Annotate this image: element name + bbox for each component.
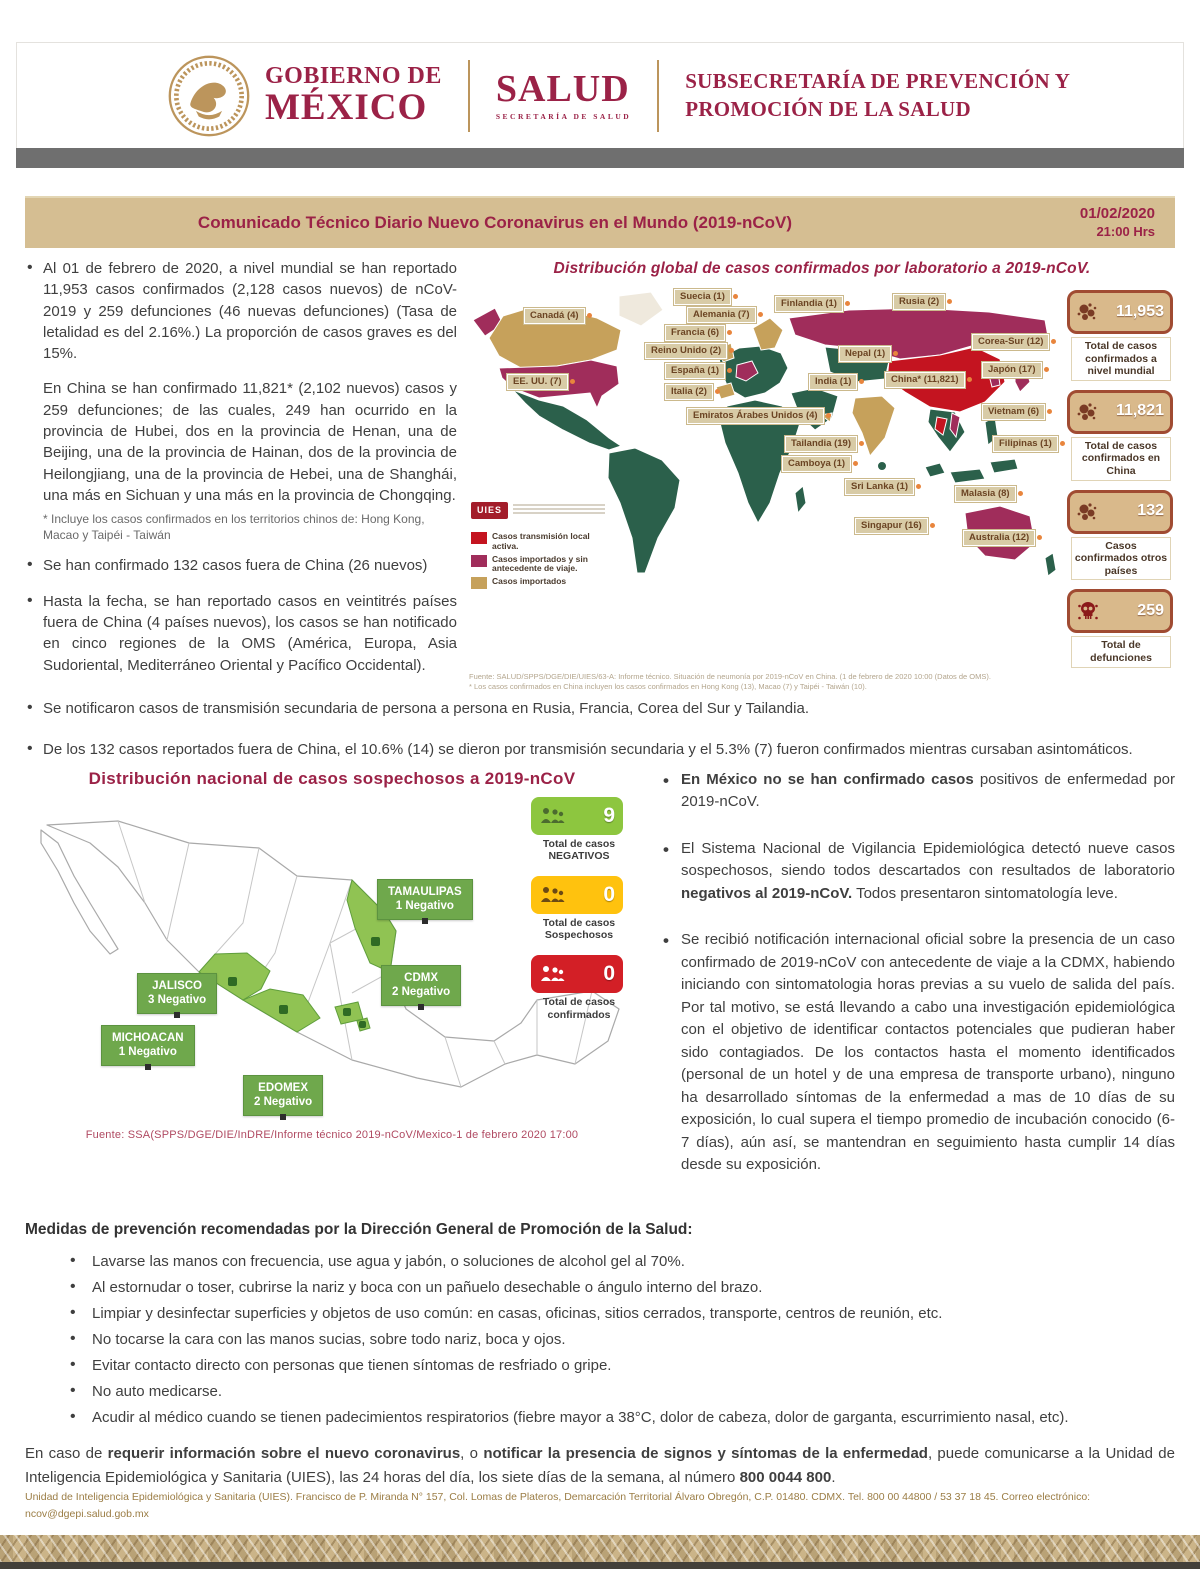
- legend-item-local: [471, 532, 602, 552]
- state-name: JALISCO: [152, 979, 202, 992]
- subsec-line1: SUBSECRETARÍA DE PREVENCIÓN Y: [685, 69, 1071, 94]
- state-label-michoacan: [101, 1025, 195, 1067]
- map-label-china: China* (11,821): [885, 372, 965, 388]
- caption-line1: Total de casos: [542, 995, 616, 1008]
- prevention-list: [70, 1253, 1175, 1426]
- bullet-mexico-no-cases: [661, 769, 1175, 814]
- stat-global-caption: Total de casos confirmados a nivel mundial: [1071, 337, 1171, 381]
- world-source-line1: Fuente: SALUD/SPPS/DGE/DIE/UIES/63-A: Informe técnico. Situación de neumonía por 2019-nCoV en China. (1 de febrero de 2020 10:00 (Datos de OMS).: [469, 671, 991, 681]
- state-name: TAMAULIPAS: [388, 885, 462, 898]
- contact-bold-notify: notificar la presencia de signos y síntomas de la enfermedad: [483, 1444, 928, 1462]
- state-name: EDOMEX: [258, 1081, 308, 1094]
- stat-negativos-caption: [531, 838, 627, 863]
- salud-wordmark: [496, 70, 631, 121]
- legend-label-imported-no-travel: Casos importados y sin antecedente de viaje.: [492, 553, 588, 574]
- map-label-rusia: Rusia (2): [893, 294, 945, 310]
- contact-paragraph: [25, 1442, 1175, 1490]
- bullet-bold-run: En México no se han confirmado casos: [681, 770, 974, 788]
- stat-sospechosos-caption: [531, 917, 627, 942]
- uies-logo-lines: [513, 504, 605, 516]
- map-legend: [471, 532, 602, 592]
- caption-line1: Total de casos: [542, 916, 616, 929]
- map-label-emiratos: Emiratos Árabes Unidos (4): [687, 408, 824, 424]
- mexico-map-panel: [25, 769, 639, 1201]
- map-label-alemania: Alemania (7): [687, 307, 756, 323]
- people-group-icon: [539, 807, 565, 825]
- stat-other-caption: Casos confirmados otros países: [1071, 537, 1171, 581]
- bullet-secondary-transmission: • Se notificaron casos de transmisión secundaria de persona a persona en Rusia, Francia, Corea del Sur y Tailandia.: [25, 698, 1175, 719]
- prevention-item-handwash: • Lavarse las manos con frecuencia, use agua y jabón, o soluciones de alcohol gel al 70%.: [70, 1253, 1175, 1270]
- mexico-text-column: [639, 769, 1175, 1201]
- stat-confirmados-value: 0: [603, 961, 615, 985]
- caption-line2: Sospechosos: [544, 929, 614, 942]
- footnote-china-territories: * Incluye los casos confirmados en los territorios chinos de: Hong Kong, Macao y Taipéi - Taiwán: [43, 512, 425, 542]
- map-label-malasia: Malasia (8): [955, 486, 1016, 502]
- state-result: 2 Negativo: [392, 986, 451, 999]
- contact-text-run: , o: [460, 1444, 484, 1462]
- salud-subtitle: SECRETARÍA DE SALUD: [495, 112, 632, 121]
- map-label-francia: Francia (6): [665, 325, 725, 341]
- map-label-tailandia: Tailandia (19): [785, 436, 857, 452]
- state-name: MICHOACAN: [112, 1031, 184, 1044]
- bullet-cases-outside-china: • Se han confirmado 132 casos fuera de China (26 nuevos): [25, 555, 1175, 576]
- footer-address: Unidad de Inteligencia Epidemiológica y Sanitaria (UIES). Francisco de P. Miranda N° 157, Col. Lomas de Plateros, Demarcación Territorial Álvaro Obregón, C.P. 01480. CDMX. Tel. 800 00 44800 / 53 37 18 45. Correo electrónico: ncov@dgepi.salud.gob.mx: [25, 1491, 1091, 1521]
- legend-label-local: Casos transmisión local activa.: [492, 531, 590, 551]
- stat-negativos-badge: [531, 797, 623, 835]
- stat-china-cases: [1067, 390, 1175, 481]
- stat-deaths-caption: Total de defunciones: [1071, 636, 1171, 667]
- map-label-corea-sur: Corea-Sur (12): [972, 334, 1049, 350]
- people-group-icon: [539, 886, 565, 904]
- legend-item-imported: [471, 577, 602, 589]
- bullet-countries-reported: • Hasta la fecha, se han reportado casos en veintitrés países fuera de China (4 países nuevos), los casos se han notificado en cinco regiones de la OMS (América, Europa, Asia Sudoriental, Mediterráneo Oriental y Pacífico Occidental).: [25, 591, 1175, 676]
- state-result: 2 Negativo: [254, 1096, 313, 1109]
- stat-negativos: [531, 797, 627, 863]
- contact-text-run: , puede comunicarse a la Unidad de Inteligencia Epidemiológica y Sanitaria (UIES), las 24 horas del día, los siete días de la semana, al número: [25, 1444, 1175, 1486]
- state-label-tamaulipas: [377, 879, 473, 921]
- bullet-international-notification: • Se recibió notificación internacional oficial sobre la presencia de un caso confirmado de 2019-nCoV con antecedente de viaje a la CDMX, habiendo iniciando con sintomatologia horas previas a su vuelo de salida del país. Por tal motivo, se está llevando a cabo una investigación epidemiológica con el objetivo de identificar contactos potenciales que pudieran haber sido contagiados. De los contactos hasta el momento identificados (personal de un hotel y de una empresa de transporte urbano), ninguno ha desarrollado síntomas de la enfermedad a mas de 10 días de su exposición, lo cual supera el tiempo promedio de incubación conocido (6-7 días), aún así, se mantendran en seguimiento hasta cumplir 14 días desde su exposición.: [661, 929, 1175, 1177]
- map-label-suecia: Suecia (1): [674, 289, 731, 305]
- map-label-vietnam: Vietnam (6): [982, 404, 1045, 420]
- stat-china-caption: Total de casos confirmados en China: [1071, 437, 1171, 481]
- legend-label-imported: Casos importados: [492, 576, 567, 587]
- stat-sospechosos: [531, 876, 627, 942]
- stat-confirmados-badge: [531, 955, 623, 993]
- legend-swatch-tan: [471, 577, 487, 589]
- gov-line2: MÉXICO: [265, 86, 428, 128]
- state-label-jalisco: [137, 973, 217, 1015]
- map-label-canada: Canadá (4): [524, 308, 585, 324]
- stat-deaths-value: 259: [1137, 601, 1164, 619]
- mexico-map-source: Fuente: SSA(SPPS/DGE/DIE/InDRE/Informe técnico 2019-nCoV/Mexico-1 de febrero 2020 17:00: [85, 1128, 579, 1141]
- stat-sospechosos-badge: [531, 876, 623, 914]
- state-result: 1 Negativo: [395, 900, 454, 913]
- mexico-eagle-seal-icon: [167, 54, 251, 138]
- mexico-section: [25, 769, 1175, 1201]
- world-map-title: Distribución global de casos confirmados por laboratorio a 2019-nCoV.: [553, 260, 1091, 277]
- subsecretaria-title: [685, 68, 1070, 123]
- header: [16, 42, 1184, 148]
- map-label-australia: Australia (12): [963, 530, 1035, 546]
- world-section: [25, 258, 1175, 761]
- contact-bold-info: requerir información sobre el nuevo coronavirus: [107, 1444, 461, 1462]
- gray-separator-bar: [16, 148, 1184, 168]
- bullet-text-run: El Sistema Nacional de Vigilancia Epidemiológica detectó nueve casos sospechosos, siendo todos descartados con resultados de laboratorio: [681, 839, 1175, 880]
- legend-item-imported-no-travel: [471, 555, 602, 575]
- map-label-india: India (1): [809, 374, 857, 390]
- bullet-text-run: Todos presentaron sintomatología leve.: [852, 884, 1118, 902]
- gov-line1: GOBIERNO DE: [265, 63, 442, 90]
- stat-china-value: 11,821: [1115, 402, 1164, 420]
- bullet-outside-china-breakdown: • De los 132 casos reportados fuera de China, el 10.6% (14) se dieron por transmisión secundaria y el 5.3% (7) fueron confirmados mientras cursaban asintomáticos.: [25, 739, 1175, 760]
- paragraph-china-cases: En China se han confirmado 11,821* (2,102 nuevos) casos y 259 defunciones; de las cuales, 249 han ocurrido en la provincia de Hubei, dos en la provincia de Henan, una de Beijing, una de la provincia de Hainan, dos de la provincia de Heilongjiang, una de la provincia de Hebei, una de Shanghái, una más en Sichuan y una más en la provincia de Chongqing.: [43, 380, 457, 504]
- stat-negativos-value: 9: [603, 803, 615, 827]
- prevention-item-avoid-contact: • Evitar contacto directo con personas que tienen síntomas de resfriado o gripe.: [70, 1357, 1175, 1374]
- map-label-singapur: Singapur (16): [855, 518, 928, 534]
- contact-phone-number: 800 0044 800: [739, 1468, 832, 1486]
- prevention-item-see-doctor: • Acudir al médico cuando se tienen padecimientos respiratorios (fiebre mayor a 38°C, dolor de cabeza, dolor de garganta, escurrimiento nasal, etc).: [70, 1409, 1175, 1426]
- salud-title: SALUD: [495, 68, 630, 110]
- prevention-heading: Medidas de prevención recomendadas por la Dirección General de Promoción de la Salud:: [25, 1220, 693, 1238]
- stat-confirmados: [531, 955, 627, 1021]
- stat-china-badge: [1067, 390, 1173, 434]
- map-label-camboya: Camboya (1): [782, 456, 851, 472]
- state-result: 3 Negativo: [148, 994, 207, 1007]
- prevention-section: [25, 1221, 1175, 1426]
- legend-swatch-red: [471, 532, 487, 544]
- virus-cluster-icon: [1076, 501, 1098, 523]
- map-label-eeuu: EE. UU. (7): [507, 374, 568, 390]
- uies-logo-text: UIES: [471, 502, 508, 519]
- bullet-bold-run: negativos al 2019-nCoV.: [681, 884, 853, 902]
- people-group-icon: [539, 965, 565, 983]
- contact-text-run: .: [831, 1468, 836, 1486]
- contact-text-run: En caso de: [25, 1444, 108, 1462]
- subsec-line2: PROMOCIÓN DE LA SALUD: [685, 96, 971, 121]
- world-source-line2: * Los casos confirmados en China incluyen los casos confirmados en Hong Kong (13), Macao (7) y Taipéi - Taiwán (10).: [469, 681, 867, 691]
- header-divider: [468, 60, 470, 132]
- map-label-finlandia: Finlandia (1): [775, 296, 843, 312]
- caption-line2: confirmados: [547, 1008, 611, 1021]
- legend-swatch-magenta: [471, 555, 487, 567]
- map-label-nepal: Nepal (1): [839, 346, 891, 362]
- stat-global-value: 11,953: [1115, 302, 1164, 320]
- prevention-item-no-face-touch: • No tocarse la cara con las manos sucias, sobre todo nariz, boca y ojos.: [70, 1331, 1175, 1348]
- bottom-edge-line: [0, 1562, 1200, 1569]
- report-time: 21:00 Hrs: [1096, 224, 1155, 239]
- report-date: 01/02/2020: [1079, 205, 1155, 222]
- decorative-pattern-band: [0, 1535, 1200, 1562]
- bullet-text-run: positivos de enfermedad por 2019-nCoV.: [681, 770, 1176, 811]
- map-label-sri-lanka: Sri Lanka (1): [845, 479, 914, 495]
- map-label-espana: España (1): [665, 363, 725, 379]
- virus-cluster-icon: [1076, 401, 1098, 423]
- stat-confirmados-caption: [531, 996, 627, 1021]
- date-block: [1080, 205, 1155, 239]
- bullet-global-cases: • Al 01 de febrero de 2020, a nivel mundial se han reportado 11,953 casos confirmados (2,128 casos nuevos) de nCoV-2019 y 259 defunciones (46 nuevas defunciones) (Tasa de letalidad es del 2.16%.) La proporción de casos graves es del 15%.: [25, 258, 1175, 364]
- map-label-italia: Italia (2): [665, 384, 713, 400]
- gobierno-de-mexico-wordmark: [265, 64, 442, 126]
- title-bar: [25, 196, 1175, 248]
- caption-line1: Total de casos: [542, 837, 616, 850]
- mexico-stats-column: [531, 797, 627, 1035]
- stat-other-badge: [1067, 490, 1173, 534]
- mexico-map-area: [25, 793, 639, 1125]
- state-name: CDMX: [404, 971, 439, 984]
- stat-sospechosos-value: 0: [603, 882, 615, 906]
- state-result: 1 Negativo: [118, 1046, 177, 1059]
- stat-other-value: 132: [1137, 502, 1164, 520]
- map-label-reino-unido: Reino Unido (2): [645, 343, 727, 359]
- prevention-item-sneeze: • Al estornudar o toser, cubrirse la nariz y boca con un pañuelo desechable o ángulo interno del brazo.: [70, 1279, 1175, 1296]
- prevention-item-no-self-medication: • No auto medicarse.: [70, 1383, 1175, 1400]
- uies-logo: [471, 502, 605, 519]
- state-label-cdmx: [381, 965, 461, 1007]
- caption-line2: NEGATIVOS: [548, 850, 610, 863]
- mexico-map-title: Distribución nacional de casos sospechosos a 2019-nCoV: [88, 768, 576, 788]
- prevention-item-disinfect: • Limpiar y desinfectar superficies y objetos de uso común: en casas, oficinas, sitios cerrados, transporte, centros de reunión, etc.: [70, 1305, 1175, 1322]
- state-label-edomex: [243, 1075, 323, 1117]
- map-label-japon: Japón (17): [982, 362, 1042, 378]
- bullet-sinave-suspects: [661, 838, 1175, 906]
- map-label-filipinas: Filipinas (1): [993, 436, 1058, 452]
- header-divider-2: [657, 60, 659, 132]
- page-title: Comunicado Técnico Diario Nuevo Coronavirus en el Mundo (2019-nCoV): [197, 213, 793, 232]
